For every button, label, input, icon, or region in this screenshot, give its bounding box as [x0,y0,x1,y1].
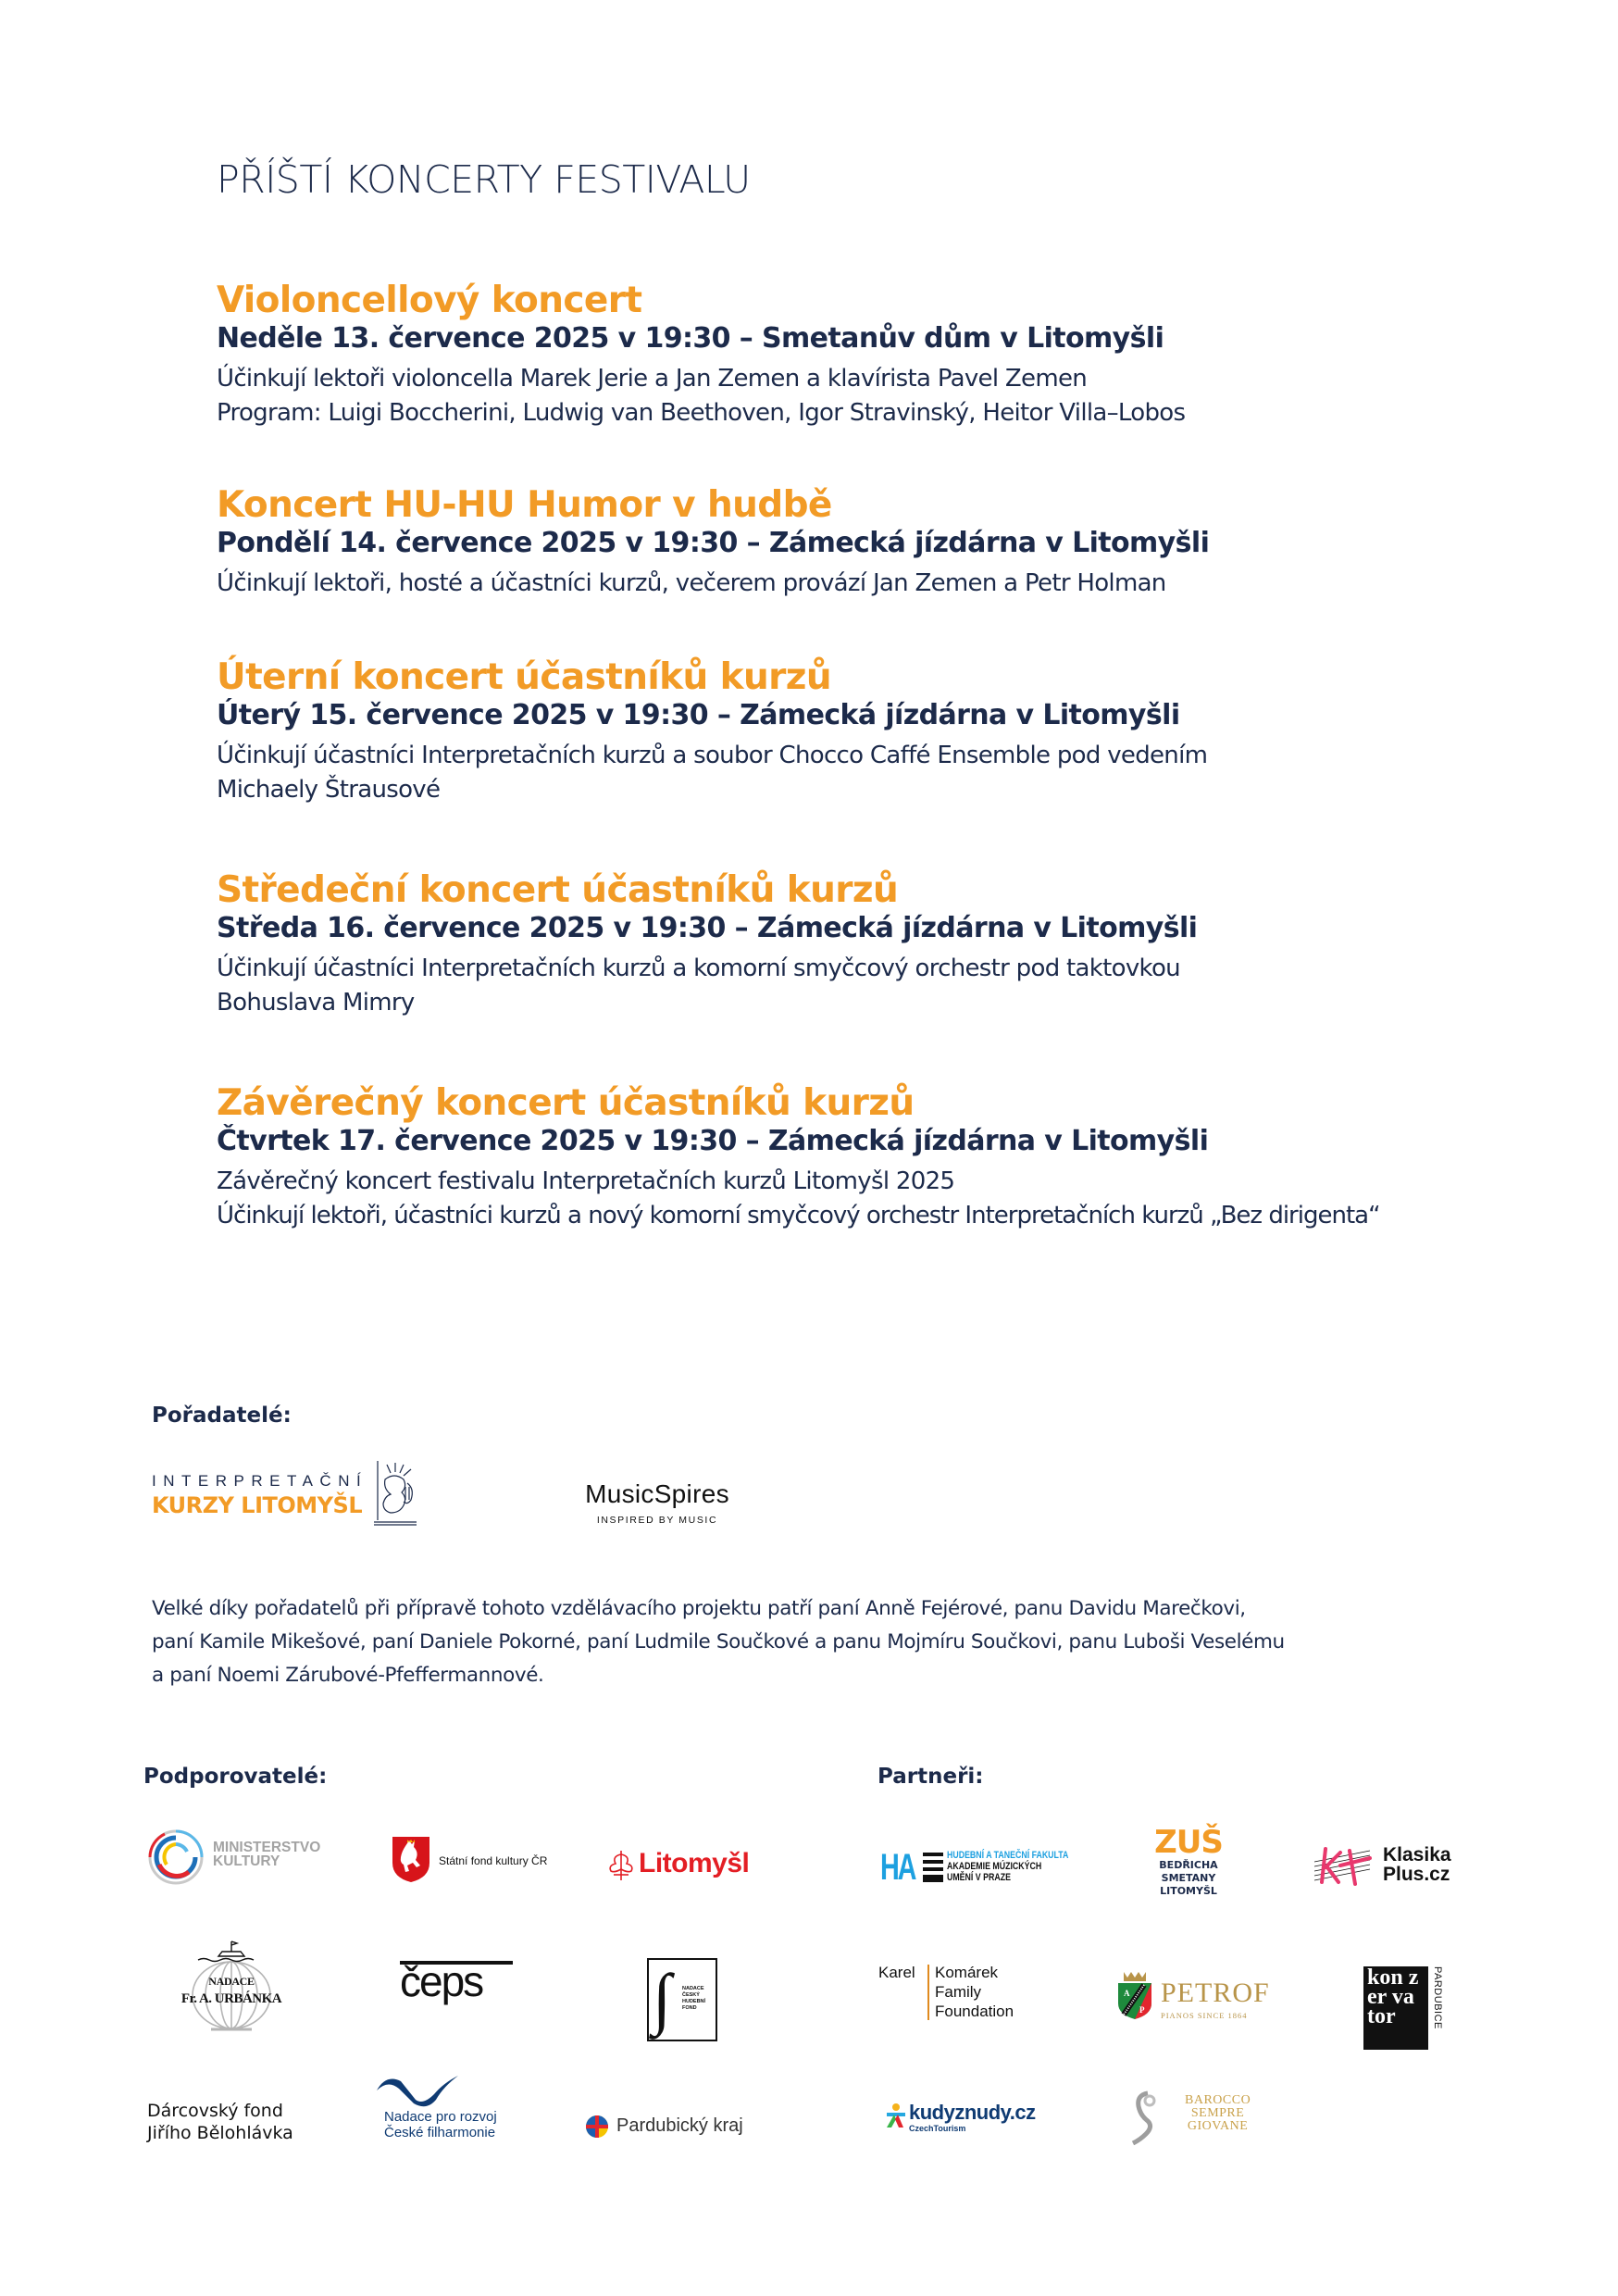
logo-line: Komárek [935,1964,999,1981]
logo-line: GIOVANE [1187,2119,1249,2133]
event-title: Úterní koncert účastníků kurzů [217,656,832,698]
logo-line: Fr. A. URBÁNKA [180,1991,282,2006]
svg-text:P: P [1139,2005,1145,2015]
logo-text [682,1986,705,2012]
logo-line: SMETANY [1161,1872,1216,1884]
logo-text: kon zer va tor [1367,1966,1419,2028]
logo-nadace-cesky-hudebni-fond [647,1958,717,2041]
event-tuesday [217,657,1207,807]
logo-ministerstvo-kultury [213,1841,320,1868]
logo-line: HUDEBNÍ [682,1999,706,2004]
event-line: Program: Luigi Boccherini, Ludwig van Beethoven, Igor Stravinský, Heitor Villa–Lobos [217,399,1186,427]
supporters-label: Podporovatelé: [143,1765,328,1789]
logo-name: PETROF [1161,1978,1270,2008]
hamu-mu-icon [923,1853,943,1882]
logo-line: Nadace pro rozvoj [384,2109,497,2125]
czech-lion-shield-icon [391,1835,431,1883]
logo-line: HUDEBNÍ A TANEČNÍ FAKULTA [947,1850,1069,1861]
thanks-line: a paní Noemi Zárubové-Pfeffermannové. [152,1664,544,1687]
event-final [217,1083,1380,1233]
event-date-venue: Středa 16. července 2025 v 19:30 – Zámecká jízdárna v Litomyšli [217,912,1198,944]
hamu-text [947,1850,1068,1883]
logo-line: SEMPRE [1190,2106,1245,2120]
logo-line: MINISTERSTVO [213,1840,321,1855]
logo-nadace-urbanka [176,1975,287,2007]
logo-line: KULTURY [213,1853,280,1869]
logo-line: ČESKÝ [682,1992,700,1998]
logo-text [935,1963,1014,2021]
logo-klasika-plus [1383,1845,1451,1884]
logo-konzervator [1363,1966,1428,2050]
event-title: Středeční koncert účastníků kurzů [217,869,899,911]
logo-litomysl: Litomyšl [639,1848,750,1878]
event-line: Účinkují lektoři, hosté a účastníci kurzů, večerem provází Jan Zemen a Petr Holman [217,569,1166,597]
logo-line: LITOMYŠL [1160,1885,1217,1897]
thanks-line: Velké díky pořadatelů při přípravě tohoto vzdělávacího projektu patří paní Anně Fejérové, panu Davidu Marečkovi, [152,1597,1246,1620]
lion-emblem-icon [372,1459,418,1526]
event-title: Závěrečný koncert účastníků kurzů [217,1082,915,1124]
logo-statni-fond-kultury: Státní fond kultury ČR [439,1854,548,1867]
kudyznudy-figure-icon [885,2103,907,2129]
logo-line: UMĚNÍ V PRAZE [947,1872,1011,1883]
logo-line: České filharmonie [384,2125,496,2140]
logo-line: Plus.cz [1383,1864,1450,1885]
partners-label: Partneři: [877,1765,984,1789]
event-date-venue: Čtvrtek 17. července 2025 v 19:30 – Zámecká jízdárna v Litomyšli [217,1125,1209,1157]
logo-line: Jiřího Bělohlávka [147,2123,293,2143]
logo-pardubicky-kraj: Pardubický kraj [616,2115,743,2136]
event-line: Účinkují účastníci Interpretačních kurzů a soubor Chocco Caffé Ensemble pod vedením [217,742,1208,769]
logo-tagline: PIANOS SINCE 1864 [1161,2011,1248,2020]
logo-line: Dárcovský fond [147,2101,283,2121]
logo-darcovsky-fond [147,2100,293,2144]
event-line: Michaely Štrausové [217,776,441,804]
litomysl-lily-icon [608,1849,634,1882]
integral-icon: ∫ [653,1961,672,2037]
pardubicky-kraj-icon [585,2115,609,2139]
logo-line: BEDŘICHA [1159,1859,1218,1871]
thanks-line: paní Kamile Mikešové, paní Daniele Pokorné, paní Ludmile Součkové a panu Mojmíru Součkovi, panu Luboši Veselému [152,1630,1285,1653]
event-date-venue: Pondělí 14. července 2025 v 19:30 – Zámecká jízdárna v Litomyšli [217,527,1210,559]
logo-petrof [1161,1979,1270,2020]
event-violoncello [217,281,1185,430]
event-line: Účinkují účastníci Interpretačních kurzů a komorní smyčcový orchestr pod taktovkou [217,955,1180,982]
logo-line: Klasika [1383,1844,1451,1866]
event-line: Účinkují lektoři, účastníci kurzů a nový komorní smyčcový orchestr Interpretačních kurzů „Bez dirigenta“ [217,1202,1380,1229]
logo-line: KURZY LITOMYŠL [152,1492,363,1518]
logo-line: AKADEMIE MÚZICKÝCH [947,1861,1042,1872]
event-date-venue: Úterý 15. července 2025 v 19:30 – Zámecká jízdárna v Litomyšli [217,699,1180,731]
ministerstvo-kultury-icon [146,1828,205,1887]
event-title: Violoncellový koncert [217,280,642,321]
logo-name: kudyznudy.cz [909,2101,1036,2124]
logo-text: čeps [400,1957,483,2005]
filharmonie-wave-icon [375,2074,460,2107]
logo-line: INTERPRETAČNÍ [152,1472,368,1490]
logo-kudyznudy [909,2102,1036,2133]
logo-line: BAROCCO [1185,2093,1251,2107]
event-title: Koncert HU-HU Humor v hudbě [217,484,832,526]
logo-line: Karel [878,1964,915,1981]
zus-text [1151,1859,1226,1898]
barocco-scroll-icon [1129,2088,1177,2145]
zus-mark: ZUŠ [1154,1824,1223,1861]
event-humor [217,485,1209,601]
event-line: Bohuslava Mimry [217,989,415,1017]
logo-line: NADACE [208,1975,255,1988]
logo-sub: CzechTourism [909,2124,966,2133]
logo-zus [1151,1826,1226,1898]
logo-konzervator-side: PARDUBICE [1432,1966,1443,2029]
hamu-mark: HA [880,1847,915,1888]
logo-interpretacni-kurzy [152,1472,367,1518]
page-title: PŘÍŠTÍ KONCERTY FESTIVALU [217,157,751,202]
logo-name: MusicSpires [585,1479,729,1508]
organizers-label: Pořadatelé: [152,1404,292,1428]
logo-music-spires [566,1479,748,1526]
logo-ceps [400,1957,513,2005]
event-wednesday [217,870,1197,1020]
event-line: Účinkují lektoři violoncella Marek Jerie a Jan Zemen a klavírista Pavel Zemen [217,365,1088,393]
logo-nadace-filharmonie [384,2109,497,2140]
thanks-paragraph [152,1592,1285,1692]
logo-line: FOND [682,2005,697,2011]
barocco-mark: B [1137,2081,1173,2141]
logo-barocco [1185,2094,1251,2133]
logo-line: Foundation [935,2003,1014,2020]
petrof-shield-icon [1116,1970,1153,2020]
divider [927,1965,929,2020]
klasika-plus-icon [1313,1845,1374,1886]
svg-text:A: A [1124,1989,1130,1998]
logo-tagline: INSPIRED BY MUSIC [596,1515,718,1526]
logo-line: NADACE [682,1986,704,1991]
event-line: Závěrečný koncert festivalu Interpretačních kurzů Litomyšl 2025 [217,1167,955,1195]
logo-line: Family [935,1983,982,2001]
event-date-venue: Neděle 13. července 2025 v 19:30 – Smetanův dům v Litomyšli [217,322,1164,355]
